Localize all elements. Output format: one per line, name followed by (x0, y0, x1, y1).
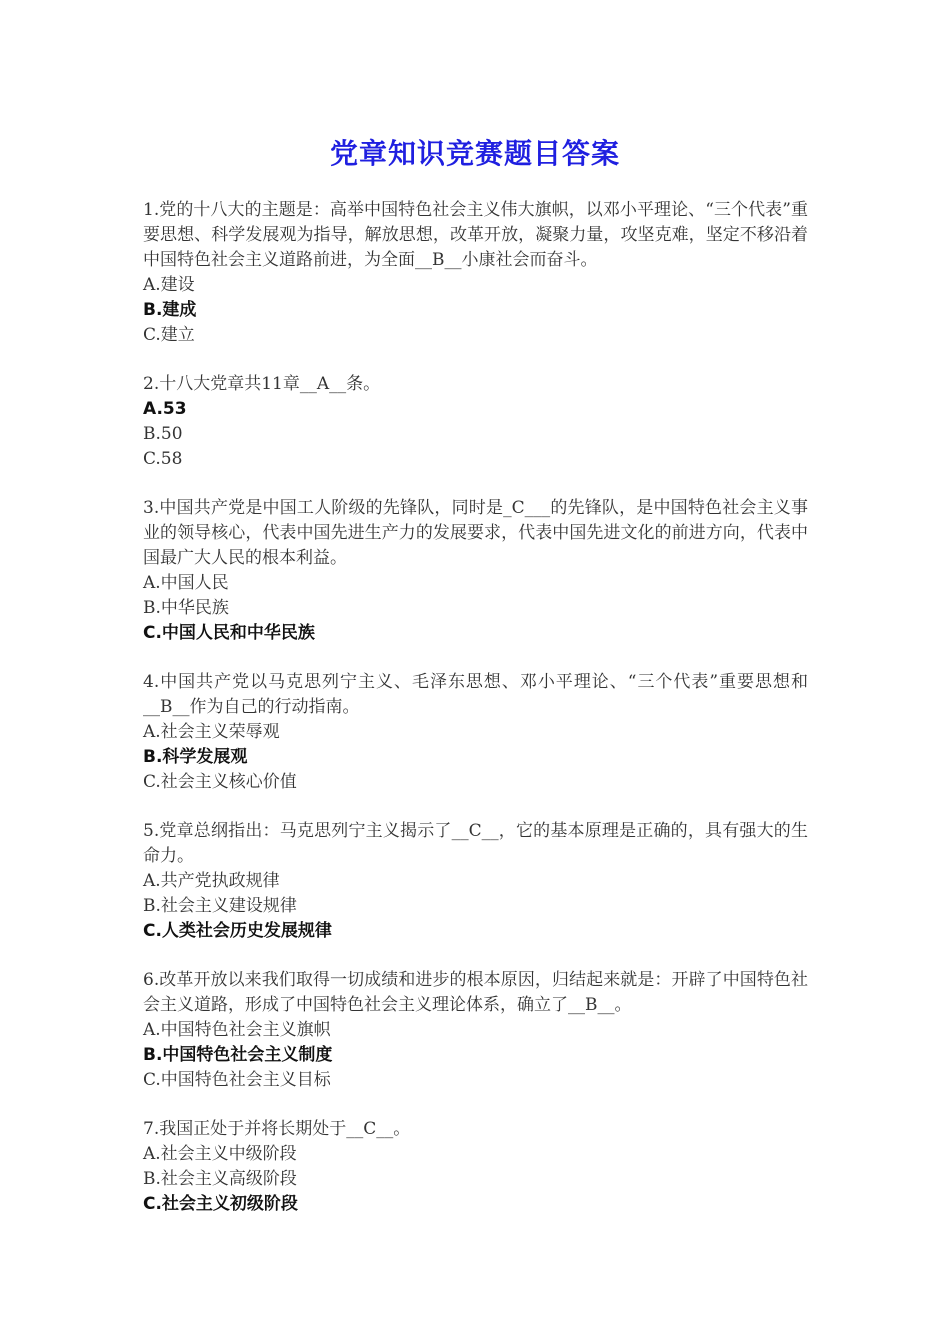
question-5 (143, 819, 808, 944)
question-list (143, 198, 808, 1241)
option-c-correct: C.社会主义初级阶段 (143, 1194, 298, 1214)
question-7 (143, 1117, 808, 1217)
option-c: C.社会主义核心价值 (143, 772, 297, 792)
option-b-correct: B.中国特色社会主义制度 (143, 1045, 333, 1065)
option-a-correct: A.53 (143, 399, 187, 419)
option-a: A.共产党执政规律 (143, 871, 280, 891)
option-b: B.50 (143, 424, 183, 444)
option-c: C.中国特色社会主义目标 (143, 1070, 331, 1090)
question-stem: 5.党章总纲指出：马克思列宁主义揭示了__C__，它的基本原理是正确的，具有强大的生命力。 (143, 821, 808, 866)
option-c-correct: C.人类社会历史发展规律 (143, 921, 332, 941)
option-a: A.中国特色社会主义旗帜 (143, 1020, 331, 1040)
question-4 (143, 670, 808, 795)
question-3 (143, 496, 808, 646)
option-a: A.社会主义荣辱观 (143, 722, 280, 742)
option-a: A.中国人民 (143, 573, 229, 593)
option-b: B.中华民族 (143, 598, 229, 618)
option-a: A.建设 (143, 275, 195, 295)
question-stem: 1.党的十八大的主题是：高举中国特色社会主义伟大旗帜，以邓小平理论、“三个代表”重要思想、科学发展观为指导，解放思想，改革开放，凝聚力量，攻坚克难，坚定不移沿着中国特色社会主义道路前进，为全面__B__小康社会而奋斗。 (143, 200, 808, 270)
question-stem: 7.我国正处于并将长期处于__C__。 (143, 1119, 411, 1139)
option-b-correct: B.建成 (143, 300, 197, 320)
question-6 (143, 968, 808, 1093)
question-1 (143, 198, 808, 348)
question-stem: 6.改革开放以来我们取得一切成绩和进步的根本原因，归结起来就是：开辟了中国特色社会主义道路，形成了中国特色社会主义理论体系，确立了__B__。 (143, 970, 808, 1015)
option-c: C.58 (143, 449, 183, 469)
question-stem: 4.中国共产党以马克思列宁主义、毛泽东思想、邓小平理论、“三个代表”重要思想和__B__作为自己的行动指南。 (143, 672, 808, 717)
option-b: B.社会主义高级阶段 (143, 1169, 297, 1189)
question-2 (143, 372, 808, 472)
option-a: A.社会主义中级阶段 (143, 1144, 297, 1164)
document-title: 党章知识竞赛题目答案 (329, 137, 620, 170)
option-c: C.建立 (143, 325, 195, 345)
option-b: B.社会主义建设规律 (143, 896, 297, 916)
question-stem: 2.十八大党章共11章__A__条。 (143, 374, 381, 394)
option-b-correct: B.科学发展观 (143, 747, 248, 767)
question-stem: 3.中国共产党是中国工人阶级的先锋队，同时是_C___的先锋队，是中国特色社会主义事业的领导核心，代表中国先进生产力的发展要求，代表中国先进文化的前进方向，代表中国最广大人民的根本利益。 (143, 498, 808, 568)
option-c-correct: C.中国人民和中华民族 (143, 623, 315, 643)
